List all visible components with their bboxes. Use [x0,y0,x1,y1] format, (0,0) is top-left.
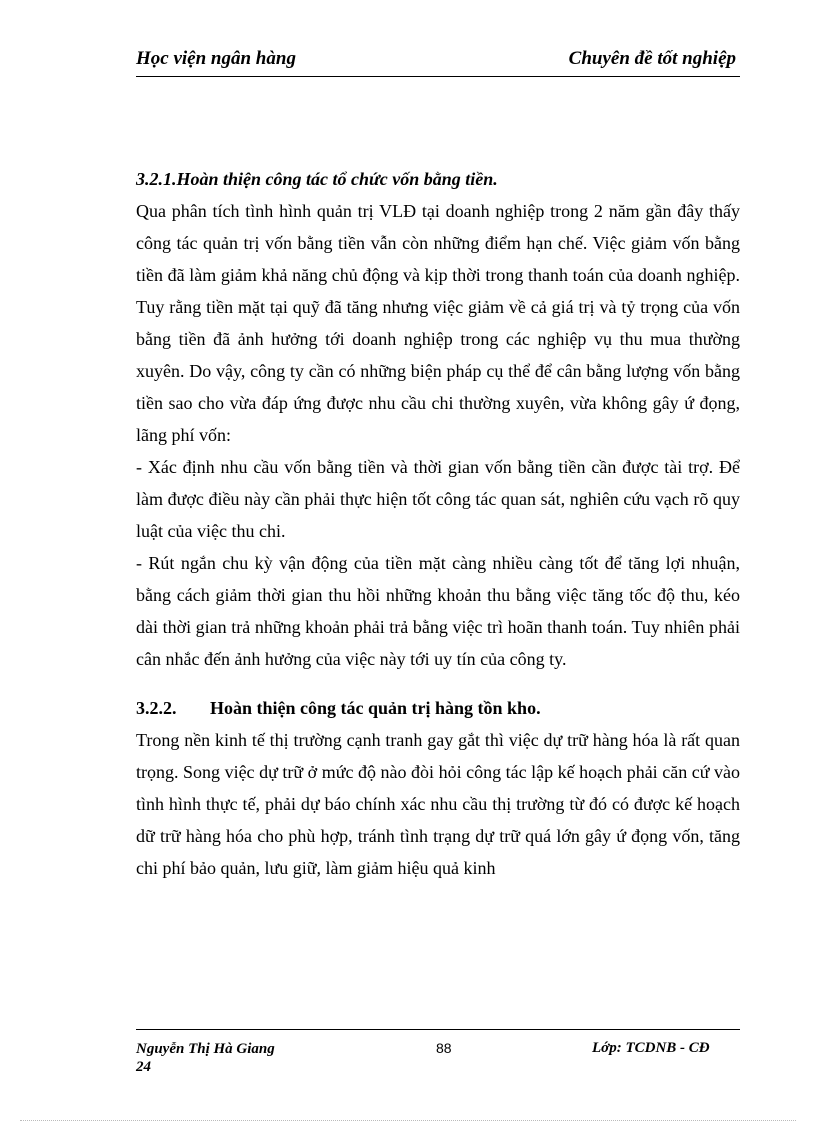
section-number: 3.2.2. [136,698,177,718]
paragraph: Qua phân tích tình hình quản trị VLĐ tại doanh nghiệp trong 2 năm gần đây thấy công tác quản trị vốn bằng tiền vẫn còn những điểm hạn chế. Việc giảm vốn bằng tiền đã làm giảm khả năng chủ động và kịp thời trong thanh toán của doanh nghiệp. Tuy rằng tiền mặt tại quỹ đã tăng nhưng việc giảm về cả giá trị và tỷ trọng của vốn bằng tiền đã ảnh hưởng tới doanh nghiệp trong các nghiệp vụ thu mua thường xuyên. Do vậy, công ty cần có những biện pháp cụ thể để cân bằng lượng vốn bằng tiền sao cho vừa đáp ứng được nhu cầu chi thường xuyên, vừa không gây ứ đọng, lãng phí vốn: [136,201,740,445]
header-divider [136,76,740,77]
paragraph: Trong nền kinh tế thị trường cạnh tranh gay gắt thì việc dự trữ hàng hóa là rất quan trọng. Song việc dự trữ ở mức độ nào đòi hỏi công tác lập kế hoạch phải căn cứ vào tình hình thực tế, phải dự báo chính xác nhu cầu thị trường từ đó có được kế hoạch dữ trữ hàng hóa cho phù hợp, tránh tình trạng dự trữ quá lớn gây ứ đọng vốn, tăng chi phí bảo quản, lưu giữ, làm giảm hiệu quả kinh [136,730,740,878]
paragraph: - Xác định nhu cầu vốn bằng tiền và thời gian vốn bằng tiền cần được tài trợ. Để làm được điều này cần phải thực hiện tốt công tác quan sát, nghiên cứu vạch rõ quy luật của việc thu chi. [136,457,740,541]
header-document-type: Chuyên đề tốt nghiệp [568,48,736,69]
page-header [136,48,740,74]
section-heading-3-2-1: 3.2.1.Hoàn thiện công tác tổ chức vốn bằng tiền. [136,169,498,189]
page-body [136,163,740,884]
section-heading-3-2-2 [136,692,740,724]
paragraph: - Rút ngắn chu kỳ vận động của tiền mặt càng nhiều càng tốt để tăng lợi nhuận, bằng cách giảm thời gian thu hồi những khoản thu bằng việc tăng tốc độ thu, kéo dài thời gian trả những khoản phải trả bằng việc trì hoãn thanh toán. Tuy nhiên phải cân nhắc đến ảnh hưởng của việc này tới uy tín của công ty. [136,553,740,669]
footer-divider [136,1029,740,1030]
header-institution: Học viện ngân hàng [136,48,296,69]
footer-class: Lớp: TCDNB - CĐ [592,1040,710,1056]
section-title: Hoàn thiện công tác quản trị hàng tồn kho. [210,698,541,718]
footer-author-block [136,1040,275,1076]
page-number: 88 [436,1040,452,1056]
footer-author: Nguyễn Thị Hà Giang [136,1041,275,1057]
page-bottom-border [20,1120,796,1121]
page-footer [136,1040,740,1080]
footer-author-suffix: 24 [136,1059,151,1075]
